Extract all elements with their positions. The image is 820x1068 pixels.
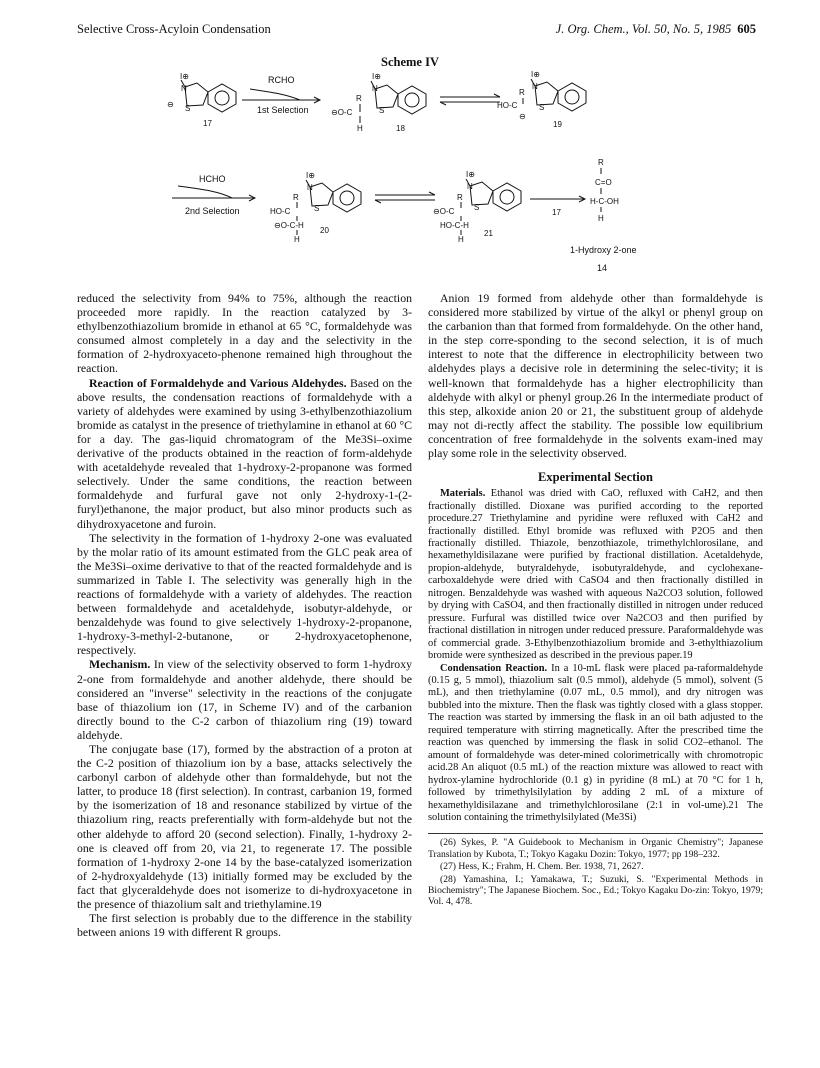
svg-text:⊖O-C: ⊖O-C <box>331 108 353 117</box>
paragraph <box>77 657 412 742</box>
label-17b: 17 <box>552 208 561 217</box>
arrow-1-curve <box>250 89 300 100</box>
svg-text:I⊕: I⊕ <box>466 170 475 179</box>
svg-text:HO-C: HO-C <box>270 207 291 216</box>
svg-text:R: R <box>356 94 362 103</box>
step-second-selection: 2nd Selection <box>185 206 240 216</box>
step-first-selection: 1st Selection <box>257 105 309 115</box>
compound-18 <box>331 72 426 133</box>
footnote: (26) Sykes, P. "A Guidebook to Mechanism in Organic Chemistry"; Japanese Translation by Kubota, T.; Tokyo Kagaku Dozin: Tokyo, 1977; pp 198–232. <box>428 837 763 860</box>
footnote: (27) Hess, K.; Frahm, H. Chem. Ber. 1938, 71, 2627. <box>440 861 644 873</box>
compound-19 <box>497 70 586 121</box>
run-in-heading: Condensation Reaction. <box>440 662 548 674</box>
svg-text:HO-C-H: HO-C-H <box>440 221 469 230</box>
svg-text:R: R <box>293 193 299 202</box>
svg-text:I⊕: I⊕ <box>531 70 540 79</box>
svg-text:⊖O-C: ⊖O-C <box>433 207 455 216</box>
label-14: 14 <box>597 263 608 273</box>
svg-text:S: S <box>379 106 385 115</box>
equilibrium-arrow-2 <box>375 192 435 203</box>
svg-text:N: N <box>307 183 313 192</box>
svg-text:H: H <box>294 235 300 244</box>
svg-text:⊖: ⊖ <box>167 100 174 109</box>
label-20: 20 <box>320 226 329 235</box>
paragraph: The first selection is probably due to the difference in the stability between anions 19 with different R groups. <box>77 911 412 940</box>
reagent-rcho: RCHO <box>268 75 295 85</box>
svg-text:N: N <box>372 84 378 93</box>
run-in-heading: Reaction of Formaldehyde and Various Aldehydes. <box>89 375 347 390</box>
journal-name: J. Org. Chem., Vol. 50, No. 5, 1985 <box>555 22 732 36</box>
paragraph-text: Based on the above results, the condensation reactions of formaldehyde with a variety of aldehydes were examined by using 3-ethylbenzothiazolium bromide as catalyst in the presence of triethylamine in ethanol at 60 °C for a day. The gas-liquid chromatogram of the Me3Si–oxime derivative of the products obtained in the reaction of form-aldehyde with acetaldehyde revealed that 1-hydroxy-2-propanone was formed selectively. Under the same conditions, the reaction between formaldehyde and furfural gave not only 2-hydroxy-1-(2-furyl)ethanone, the major product, but also minor products such as dihydroxyacetone and furoin. <box>77 375 412 531</box>
equilibrium-arrow-1 <box>440 94 500 105</box>
paragraph <box>77 376 412 531</box>
svg-text:⊖: ⊖ <box>519 112 526 121</box>
label-17: 17 <box>203 119 212 128</box>
run-in-heading: Mechanism. <box>89 657 151 672</box>
svg-text:I⊕: I⊕ <box>306 171 315 180</box>
svg-text:S: S <box>474 203 480 212</box>
compound-20 <box>270 171 361 244</box>
right-column <box>428 291 763 909</box>
footnote: (28) Yamashina, I.; Yamakawa, T.; Suzuki, S. "Experimental Methods in Biochemistry"; The Japanese Biochem. Soc., Ed.; Tokyo Kagaku Do-zin: Tokyo, 1979; Vol. 4, 478. <box>428 873 763 908</box>
svg-text:N: N <box>532 82 538 91</box>
paragraph: Anion 19 formed from aldehyde other than formaldehyde is considered more stabilized by virtue of the alkyl or phenyl group on the carbanion than that formed from formaldehyde. On the other hand, in the step corre-sponding to the second selection, it is of much interest to note that the difference in electrophilicity between two aldehydes plays a decisive role in determining the selec-tivity; it is well-known that formaldehyde has a higher electrophilicity than aldehyde with alkyl or phenyl group.26 In the intermediate product of this step, alkoxide anion 20 or 21, the substituent group of aldehyde may not di-rectly affect the stability. The possible low equilibrium concentration of free formaldehyde in the solvents exam-ined may play some role in the selectivity observed. <box>428 291 763 461</box>
svg-text:HO-C: HO-C <box>497 101 518 110</box>
arrow-2-curve <box>178 186 232 198</box>
section-title: Experimental Section <box>538 470 653 485</box>
svg-text:R: R <box>457 193 463 202</box>
running-title: Selective Cross-Acyloin Condensation <box>77 22 271 36</box>
svg-text:S: S <box>185 104 191 113</box>
svg-text:S: S <box>314 204 320 213</box>
svg-text:I⊕: I⊕ <box>372 72 381 81</box>
svg-text:H: H <box>458 235 464 244</box>
label-18: 18 <box>396 124 405 133</box>
run-in-heading: Materials. <box>440 488 486 500</box>
svg-text:N: N <box>467 182 473 191</box>
paragraph: reduced the selectivity from 94% to 75%, although the reaction proceeded more rapidly. In the reaction catalyzed by 3-ethylbenzothiazolium bromide in ethanol at 65 °C, formaldehyde was consumed almost completely in a day and the selectivity in the formation of 2-hydroxyaceto-phenone remained high throughout the reaction. <box>77 291 412 376</box>
svg-text:H: H <box>357 124 363 133</box>
svg-text:I⊕: I⊕ <box>180 72 189 81</box>
compound-17 <box>167 72 236 113</box>
reagent-hcho: HCHO <box>199 174 226 184</box>
page-number: 605 <box>737 22 756 36</box>
paragraph-text: In a 10-mL flask were placed pa-raformaldehyde (0.15 g, 5 mmol), thiazolium salt (0.5 mmol), aldehyde (5 mmol), solvent (5 mL), and then triethylamine (0.07 mL, 0.5 mmol), and dry nitrogen was bubbled into the mixture. Then the flask was tightly closed with a glass stopper. The reaction was started by immersing the flask in an oil bath adjusted to the required temperature with stirring magnetically. After the prescribed time the reaction was quenched by immersing the flask in solid CO2–ethanol. The amount of formaldehyde was deter-mined colorimetrically with chromotropic acid.28 An aliquot (0.5 mL) of the reaction mixture was allowed to react with hydrox-ylamine hydrochloride (0.1 g) in pyridine (8 mL) at 70 °C for 1 h, followed by trimethylsilylation by adding 2 mL of a mixture of hexamethyldisilazane and trimethylchlorosilane (2:1 in vol-ume).21 The solution containing the trimethylsilylated (Me3Si) <box>428 662 763 823</box>
paragraph-text: Ethanol was dried with CaO, refluxed with CaH2, and then fractionally distilled. Dioxane was purified according to the reported procedure.27 Triethylamine and pyridine were refluxed with CaH2 and fractionally distilled. Ethyl bromide was refluxed with P2O5 and then fractionally distilled. Thiazole, benzothiazole, trimethylchlorosilane, and hexamethyldisilazane were purified by fractional distillation. Acetaldehyde, propion-aldehyde, butyraldehyde, isobutyraldehyde, and cyclohexane-carboxaldehyde were dried with CaSO4 and then fractionally distilled in nitrogen. Benzaldehyde was washed with aqueous Na2CO3 solution, followed by drying with CaSO4, and then fractionally distilled in nitrogen under reduced pressure. Furfural was distilled twice over Na2CO3 and then purified by fractional distillation in nitrogen under reduced pressure. Paraformaldehyde was of commercial grade. 3-Ethylbenzothiazolium bromide and 3-ethylthiazolium bromide were synthesized as described in the previous paper.19 <box>428 488 763 662</box>
svg-text:R: R <box>598 158 604 167</box>
compound-21 <box>433 170 521 244</box>
product-name: 1-Hydroxy 2-one <box>570 245 637 255</box>
svg-text:H: H <box>598 214 604 223</box>
svg-text:C=O: C=O <box>595 178 612 187</box>
label-19: 19 <box>553 120 562 129</box>
label-21: 21 <box>484 229 493 238</box>
journal-citation <box>556 22 756 37</box>
svg-text:N: N <box>181 84 187 93</box>
scheme-title: Scheme IV <box>381 55 439 69</box>
svg-text:H-C-OH: H-C-OH <box>590 197 619 206</box>
left-column <box>77 291 412 939</box>
reaction-scheme <box>150 66 670 276</box>
svg-text:S: S <box>539 103 545 112</box>
footnotes <box>428 833 763 907</box>
paragraph <box>428 663 763 825</box>
paragraph: The conjugate base (17), formed by the abstraction of a proton at the C-2 position of thiazolium ion by a base, attacks selectively the carbonyl carbon of aldehyde other than formaldehyde, but not the latter, to produce 18 (first selection). In contrast, carbanion 19, formed by the isomerization of 18 and resonance stabilized by virtue of the thiazolium ring, reacts preferentially with form-aldehyde but not the other aldehyde to afford 20 (second selection). Finally, 1-hydroxy 2-one is cleaved off from 20, via 21, to regenerate 17. The possible formation of 1-hydroxy 2-one 14 by the base-catalyzed isomerization of 2-hydroxyaldehyde (13) initially formed may be excluded by the fact that glyceraldehyde does not isomerize to di-hydroxyacetone in the presence of thiazolium salt and triethylamine.19 <box>77 742 412 912</box>
paragraph-text: In view of the selectivity observed to form 1-hydroxy 2-one from formaldehyde and another aldehyde, there should be considered an "inverse" selectivity in the reactions of the conjugate base of thiazolium ion (17, in Scheme IV) and of the carbanion directly bound to the C-2 carbon of thiazolium ring (19) toward aldehyde. <box>77 657 412 742</box>
svg-text:R: R <box>519 88 525 97</box>
compound-14 <box>590 158 619 223</box>
svg-text:⊖O-C-H: ⊖O-C-H <box>274 221 304 230</box>
paragraph: The selectivity in the formation of 1-hydroxy 2-one was evaluated by the molar ratio of its amount estimated from the GLC peak area of the Me3Si–oxime derivative to that of the reacted formaldehyde and is summarized in Table I. The selectivity was generally high in the reactions of formaldehyde with a variety of aldehydes. The reaction between formaldehyde and acetaldehyde, isobutyr-aldehyde, or benzaldehyde was found to give selectively 1-hydroxy-2-propanone, 1-hydroxy-3-methyl-2-butanone, or 2-hydroxyacetophenone, respectively. <box>77 530 412 658</box>
paragraph <box>428 488 763 662</box>
